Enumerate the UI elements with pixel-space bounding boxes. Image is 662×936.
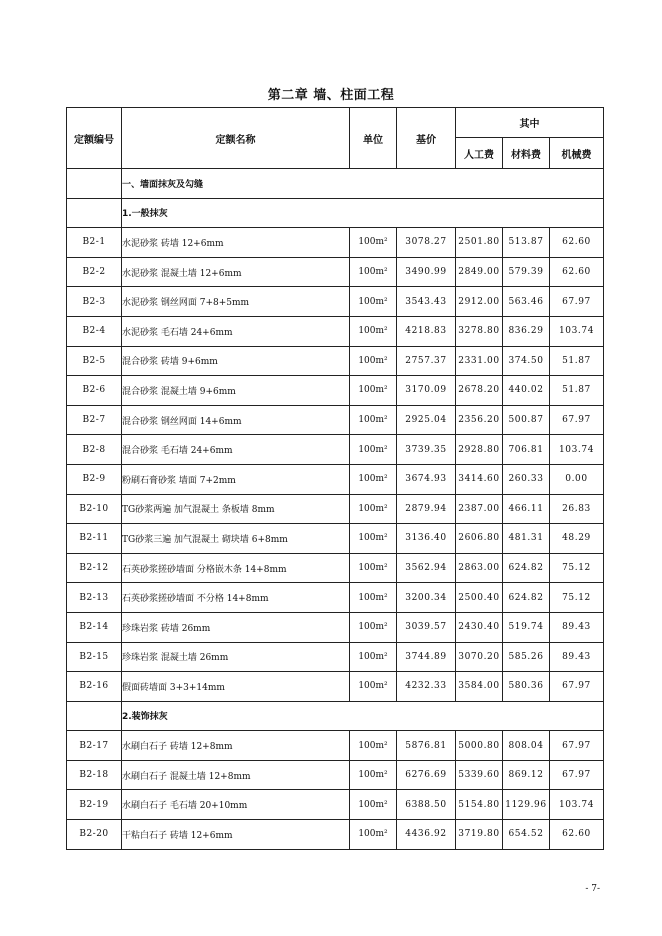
- cell-material: 1129.96: [503, 790, 550, 820]
- cell-base-price: 3674.93: [397, 464, 456, 494]
- cell-unit: 100m²: [350, 524, 397, 554]
- cell-code: B2-9: [67, 464, 122, 494]
- cell-machine: 26.83: [550, 494, 604, 524]
- cell-name: 干粘白石子 砖墙 12+6mm: [122, 820, 350, 850]
- cell-material: 374.50: [503, 346, 550, 376]
- empty-cell: [67, 169, 122, 199]
- cell-machine: 51.87: [550, 376, 604, 406]
- cell-material: 519.74: [503, 612, 550, 642]
- table-row: [67, 612, 604, 642]
- page-number: - 7-: [585, 884, 600, 894]
- cell-material: 440.02: [503, 376, 550, 406]
- cell-machine: 75.12: [550, 553, 604, 583]
- cell-material: 466.11: [503, 494, 550, 524]
- cell-base-price: 3562.94: [397, 553, 456, 583]
- cell-code: B2-1: [67, 228, 122, 258]
- cell-machine: 67.97: [550, 731, 604, 761]
- header-unit: 单位: [350, 108, 397, 169]
- cell-base-price: 4232.33: [397, 672, 456, 702]
- cell-unit: 100m²: [350, 612, 397, 642]
- cell-unit: 100m²: [350, 435, 397, 465]
- cell-name: 水泥砂浆 钢丝网面 7+8+5mm: [122, 287, 350, 317]
- cell-material: 563.46: [503, 287, 550, 317]
- cell-machine: 103.74: [550, 316, 604, 346]
- cell-machine: 62.60: [550, 820, 604, 850]
- cell-base-price: 4436.92: [397, 820, 456, 850]
- cell-name: TG砂浆两遍 加气混凝土 条板墙 8mm: [122, 494, 350, 524]
- cell-material: 654.52: [503, 820, 550, 850]
- cell-name: 水泥砂浆 毛石墙 24+6mm: [122, 316, 350, 346]
- cell-unit: 100m²: [350, 642, 397, 672]
- cell-machine: 0.00: [550, 464, 604, 494]
- cell-unit: 100m²: [350, 820, 397, 850]
- cell-unit: 100m²: [350, 553, 397, 583]
- cell-material: 260.33: [503, 464, 550, 494]
- cell-labor: 2356.20: [456, 405, 503, 435]
- cell-base-price: 3136.40: [397, 524, 456, 554]
- cell-labor: 3414.60: [456, 464, 503, 494]
- table-row: [67, 642, 604, 672]
- cell-machine: 89.43: [550, 642, 604, 672]
- cell-labor: 3070.20: [456, 642, 503, 672]
- cell-machine: 89.43: [550, 612, 604, 642]
- cell-base-price: 6388.50: [397, 790, 456, 820]
- table-row: [67, 760, 604, 790]
- cell-labor: 2387.00: [456, 494, 503, 524]
- cell-material: 808.04: [503, 731, 550, 761]
- subsection-title: 2.装饰抹灰: [122, 701, 604, 731]
- cell-material: 836.29: [503, 316, 550, 346]
- table-row: [67, 820, 604, 850]
- cell-code: B2-18: [67, 760, 122, 790]
- empty-cell: [67, 198, 122, 228]
- page-title: 第二章 墙、柱面工程: [267, 88, 395, 103]
- subsection-title: 1.一般抹灰: [122, 198, 604, 228]
- cell-code: B2-17: [67, 731, 122, 761]
- cell-code: B2-6: [67, 376, 122, 406]
- cell-name: 水泥砂浆 混凝土墙 12+6mm: [122, 257, 350, 287]
- cell-name: 石英砂浆搓砂墙面 不分格 14+8mm: [122, 583, 350, 613]
- table-row: [67, 287, 604, 317]
- cell-unit: 100m²: [350, 376, 397, 406]
- cell-code: B2-20: [67, 820, 122, 850]
- cell-code: B2-2: [67, 257, 122, 287]
- section-title: 一、墙面抹灰及勾缝: [122, 169, 604, 199]
- cell-name: 假面砖墙面 3+3+14mm: [122, 672, 350, 702]
- cell-material: 585.26: [503, 642, 550, 672]
- cell-labor: 5339.60: [456, 760, 503, 790]
- cell-labor: 2849.00: [456, 257, 503, 287]
- cell-code: B2-8: [67, 435, 122, 465]
- table-row: [67, 553, 604, 583]
- cell-code: B2-10: [67, 494, 122, 524]
- cell-material: 706.81: [503, 435, 550, 465]
- cell-labor: 5000.80: [456, 731, 503, 761]
- cell-material: 869.12: [503, 760, 550, 790]
- table-row: [67, 376, 604, 406]
- table-row: [67, 346, 604, 376]
- cell-labor: 2331.00: [456, 346, 503, 376]
- header-base-price: 基价: [397, 108, 456, 169]
- table-row: [67, 257, 604, 287]
- cell-base-price: 3490.99: [397, 257, 456, 287]
- cell-code: B2-11: [67, 524, 122, 554]
- cell-unit: 100m²: [350, 790, 397, 820]
- cell-base-price: 3078.27: [397, 228, 456, 258]
- cell-labor: 2863.00: [456, 553, 503, 583]
- table-row: [67, 583, 604, 613]
- cell-code: B2-15: [67, 642, 122, 672]
- cell-unit: 100m²: [350, 228, 397, 258]
- cell-code: B2-3: [67, 287, 122, 317]
- cell-name: 混合砂浆 混凝土墙 9+6mm: [122, 376, 350, 406]
- quota-table: [66, 107, 604, 850]
- cell-name: 水刷白石子 混凝土墙 12+8mm: [122, 760, 350, 790]
- cell-labor: 5154.80: [456, 790, 503, 820]
- cell-name: 粉刷石膏砂浆 墙面 7+2mm: [122, 464, 350, 494]
- cell-code: B2-19: [67, 790, 122, 820]
- cell-labor: 2430.40: [456, 612, 503, 642]
- cell-labor: 2678.20: [456, 376, 503, 406]
- cell-base-price: 2757.37: [397, 346, 456, 376]
- table-row: [67, 524, 604, 554]
- cell-unit: 100m²: [350, 760, 397, 790]
- empty-cell: [67, 701, 122, 731]
- cell-base-price: 2925.04: [397, 405, 456, 435]
- cell-unit: 100m²: [350, 257, 397, 287]
- cell-machine: 103.74: [550, 435, 604, 465]
- cell-code: B2-13: [67, 583, 122, 613]
- subsection-title-row: [67, 701, 604, 731]
- cell-code: B2-5: [67, 346, 122, 376]
- cell-name: 珍珠岩浆 砖墙 26mm: [122, 612, 350, 642]
- cell-name: 混合砂浆 钢丝网面 14+6mm: [122, 405, 350, 435]
- cell-material: 500.87: [503, 405, 550, 435]
- header-name: 定额名称: [122, 108, 350, 169]
- cell-name: 水刷白石子 毛石墙 20+10mm: [122, 790, 350, 820]
- cell-base-price: 4218.83: [397, 316, 456, 346]
- table-body: [67, 169, 604, 850]
- cell-base-price: 2879.94: [397, 494, 456, 524]
- cell-machine: 103.74: [550, 790, 604, 820]
- cell-unit: 100m²: [350, 494, 397, 524]
- cell-base-price: 6276.69: [397, 760, 456, 790]
- cell-labor: 2912.00: [456, 287, 503, 317]
- header-material: 材料费: [503, 138, 550, 169]
- cell-name: 珍珠岩浆 混凝土墙 26mm: [122, 642, 350, 672]
- cell-material: 624.82: [503, 553, 550, 583]
- cell-material: 579.39: [503, 257, 550, 287]
- cell-unit: 100m²: [350, 287, 397, 317]
- cell-name: 石英砂浆搓砂墙面 分格嵌木条 14+8mm: [122, 553, 350, 583]
- cell-name: 水刷白石子 砖墙 12+8mm: [122, 731, 350, 761]
- header-group: 其中: [456, 108, 604, 138]
- cell-machine: 51.87: [550, 346, 604, 376]
- header-labor: 人工费: [456, 138, 503, 169]
- cell-unit: 100m²: [350, 405, 397, 435]
- table-row: [67, 464, 604, 494]
- cell-unit: 100m²: [350, 316, 397, 346]
- cell-machine: 75.12: [550, 583, 604, 613]
- cell-code: B2-14: [67, 612, 122, 642]
- cell-machine: 67.97: [550, 287, 604, 317]
- cell-base-price: 3543.43: [397, 287, 456, 317]
- cell-labor: 3278.80: [456, 316, 503, 346]
- table-row: [67, 316, 604, 346]
- section-title-row: [67, 169, 604, 199]
- cell-labor: 2500.40: [456, 583, 503, 613]
- table-row: [67, 731, 604, 761]
- cell-labor: 3584.00: [456, 672, 503, 702]
- cell-unit: 100m²: [350, 464, 397, 494]
- cell-code: B2-12: [67, 553, 122, 583]
- cell-name: TG砂浆三遍 加气混凝土 砌块墙 6+8mm: [122, 524, 350, 554]
- cell-machine: 62.60: [550, 257, 604, 287]
- table-row: [67, 435, 604, 465]
- cell-labor: 3719.80: [456, 820, 503, 850]
- cell-base-price: 3744.89: [397, 642, 456, 672]
- cell-labor: 2501.80: [456, 228, 503, 258]
- cell-unit: 100m²: [350, 583, 397, 613]
- table-row: [67, 405, 604, 435]
- cell-machine: 67.97: [550, 672, 604, 702]
- table-row: [67, 228, 604, 258]
- cell-unit: 100m²: [350, 346, 397, 376]
- cell-material: 624.82: [503, 583, 550, 613]
- table-row: [67, 672, 604, 702]
- cell-machine: 48.29: [550, 524, 604, 554]
- cell-unit: 100m²: [350, 731, 397, 761]
- cell-material: 513.87: [503, 228, 550, 258]
- cell-labor: 2928.80: [456, 435, 503, 465]
- cell-material: 481.31: [503, 524, 550, 554]
- cell-machine: 67.97: [550, 760, 604, 790]
- cell-name: 水泥砂浆 砖墙 12+6mm: [122, 228, 350, 258]
- cell-name: 混合砂浆 毛石墙 24+6mm: [122, 435, 350, 465]
- subsection-title-row: [67, 198, 604, 228]
- cell-unit: 100m²: [350, 672, 397, 702]
- cell-code: B2-4: [67, 316, 122, 346]
- cell-base-price: 3739.35: [397, 435, 456, 465]
- table-row: [67, 494, 604, 524]
- cell-machine: 62.60: [550, 228, 604, 258]
- cell-machine: 67.97: [550, 405, 604, 435]
- table-row: [67, 790, 604, 820]
- cell-material: 580.36: [503, 672, 550, 702]
- cell-code: B2-7: [67, 405, 122, 435]
- cell-base-price: 3039.57: [397, 612, 456, 642]
- cell-code: B2-16: [67, 672, 122, 702]
- cell-base-price: 3170.09: [397, 376, 456, 406]
- header-code: 定额编号: [67, 108, 122, 169]
- cell-name: 混合砂浆 砖墙 9+6mm: [122, 346, 350, 376]
- header-machine: 机械费: [550, 138, 604, 169]
- cell-base-price: 5876.81: [397, 731, 456, 761]
- cell-base-price: 3200.34: [397, 583, 456, 613]
- cell-labor: 2606.80: [456, 524, 503, 554]
